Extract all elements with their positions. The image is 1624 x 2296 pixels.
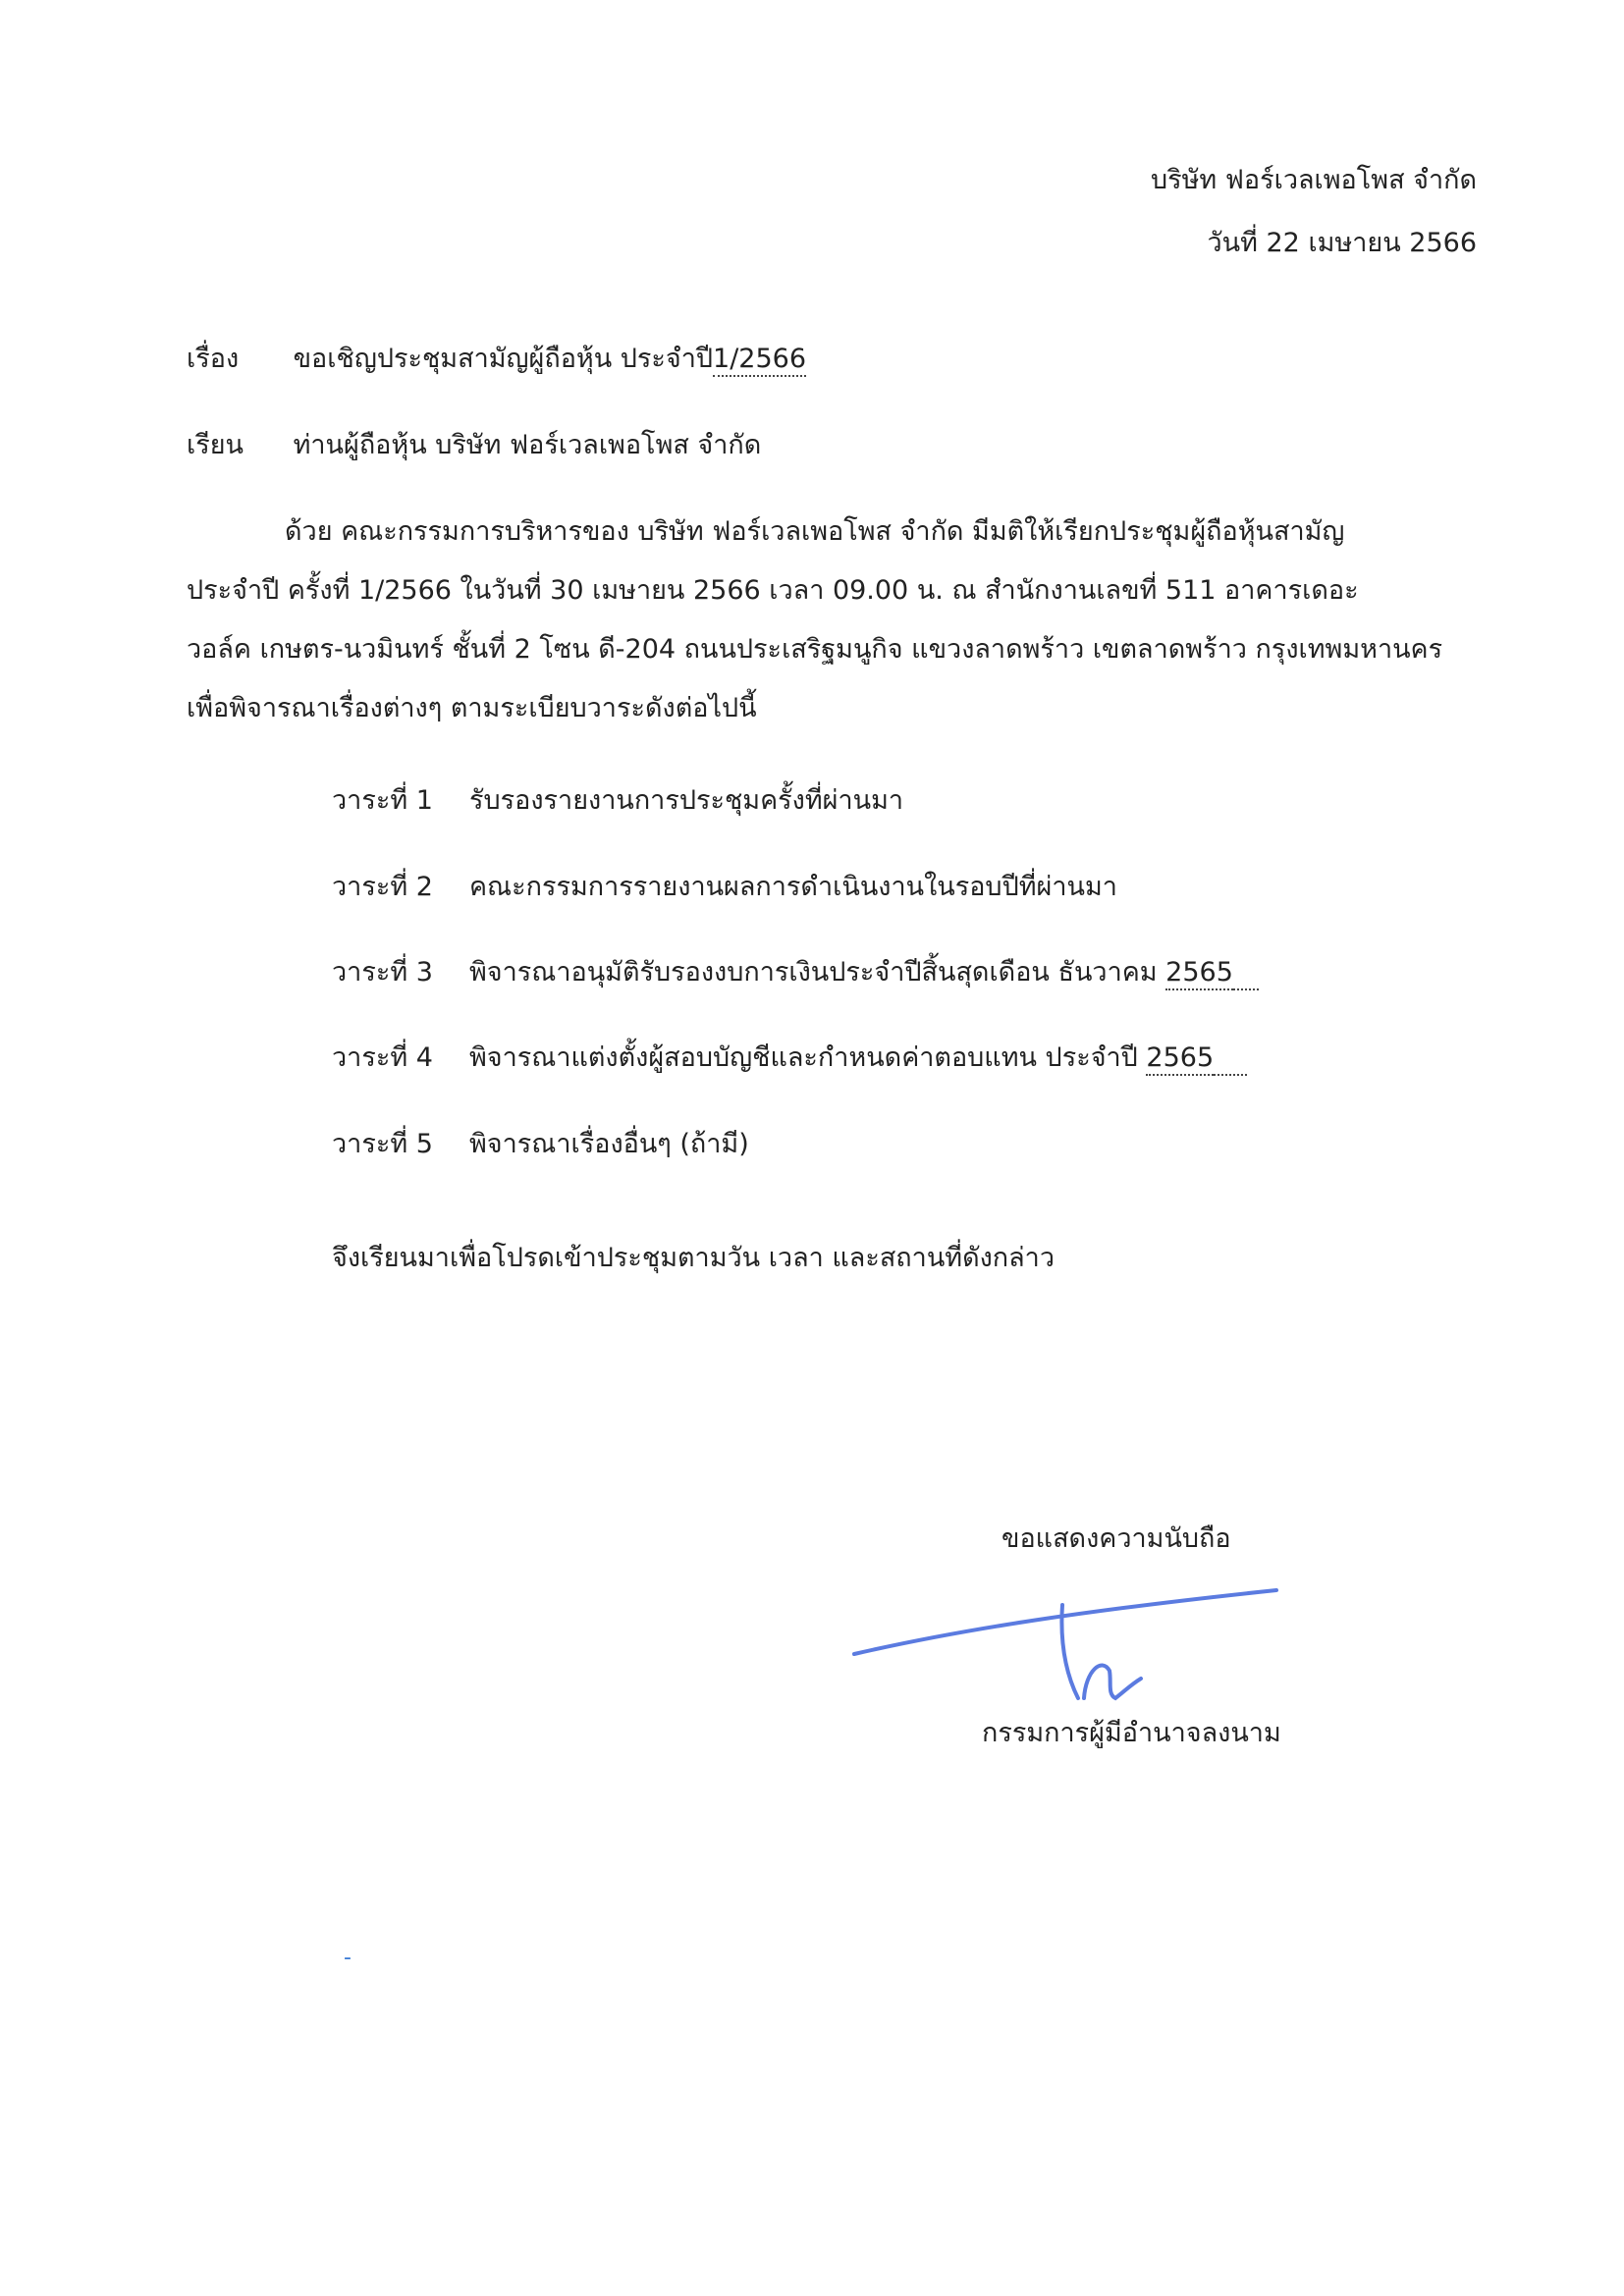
company-name: บริษัท ฟอร์เวลเพอโพส จำกัด [1150, 165, 1477, 195]
recipient-text: ท่านผู้ถือหุ้น บริษัท ฟอร์เวลเพอโพส จำกัด [293, 430, 762, 460]
agenda-text: คณะกรรมการรายงานผลการดำเนินงานในรอบปีที่ผ่านมา [469, 872, 1117, 902]
subject-line [187, 344, 806, 375]
body-line-3: วอล์ค เกษตร-นวมินทร์ ชั้นที่ 2 โซน ดี-204 ถนนประเสริฐมนูกิจ แขวงลาดพร้าว เขตลาดพร้าว กรุงเทพมหานคร [187, 634, 1443, 665]
agenda-number: วาระที่ 5 [332, 1129, 433, 1159]
footer-mark: - [344, 1946, 352, 1970]
body-line-2: ประจำปี ครั้งที่ 1/2566 ในวันที่ 30 เมษายน 2566 เวลา 09.00 น. ณ สำนักงานเลขที่ 511 อาคารเดอะ [187, 575, 1359, 606]
agenda-text: พิจารณาแต่งตั้งผู้สอบบัญชีและกำหนดค่าตอบแทน ประจำปี [469, 1042, 1147, 1073]
agenda-fill-year: 2565 [1165, 957, 1233, 990]
agenda-number: วาระที่ 4 [332, 1042, 433, 1073]
agenda-item [332, 957, 1259, 988]
agenda-number: วาระที่ 1 [332, 785, 433, 816]
agenda-text: รับรองรายงานการประชุมครั้งที่ผ่านมา [469, 785, 904, 816]
regards-text: ขอแสดงความนับถือ [1001, 1523, 1231, 1554]
body-line-4: เพื่อพิจารณาเรื่องต่างๆ ตามระเบียบวาระดังต่อไปนี้ [187, 693, 757, 723]
signature-icon [844, 1561, 1306, 1718]
agenda-item [332, 1129, 749, 1160]
closing-line: จึงเรียนมาเพื่อโปรดเข้าประชุมตามวัน เวลา และสถานที่ดังกล่าว [332, 1243, 1056, 1273]
recipient-line [187, 430, 761, 461]
agenda-item [332, 785, 903, 817]
letter-date: วันที่ 22 เมษายน 2566 [1207, 228, 1477, 258]
subject-number: 1/2566 [713, 344, 806, 377]
signer-title: กรรมการผู้มีอำนาจลงนาม [982, 1718, 1281, 1748]
agenda-item [332, 1042, 1247, 1074]
agenda-fill-dots [1233, 957, 1259, 990]
recipient-label: เรียน [187, 430, 244, 460]
body-line-1: ด้วย คณะกรรมการบริหารของ บริษัท ฟอร์เวลเพอโพส จำกัด มีมติให้เรียกประชุมผู้ถือหุ้นสามัญ [285, 516, 1345, 547]
agenda-number: วาระที่ 2 [332, 872, 433, 902]
agenda-text: พิจารณาอนุมัติรับรองงบการเงินประจำปีสิ้นสุดเดือน ธันวาคม [469, 957, 1166, 988]
agenda-text: พิจารณาเรื่องอื่นๆ (ถ้ามี) [469, 1129, 749, 1159]
agenda-item [332, 872, 1117, 903]
subject-label: เรื่อง [187, 344, 240, 374]
agenda-fill-dots [1214, 1042, 1247, 1076]
subject-text: ขอเชิญประชุมสามัญผู้ถือหุ้น ประจำปี [293, 344, 714, 374]
handwritten-signature [844, 1561, 1306, 1718]
agenda-number: วาระที่ 3 [332, 957, 433, 988]
agenda-fill-year: 2565 [1146, 1042, 1214, 1076]
